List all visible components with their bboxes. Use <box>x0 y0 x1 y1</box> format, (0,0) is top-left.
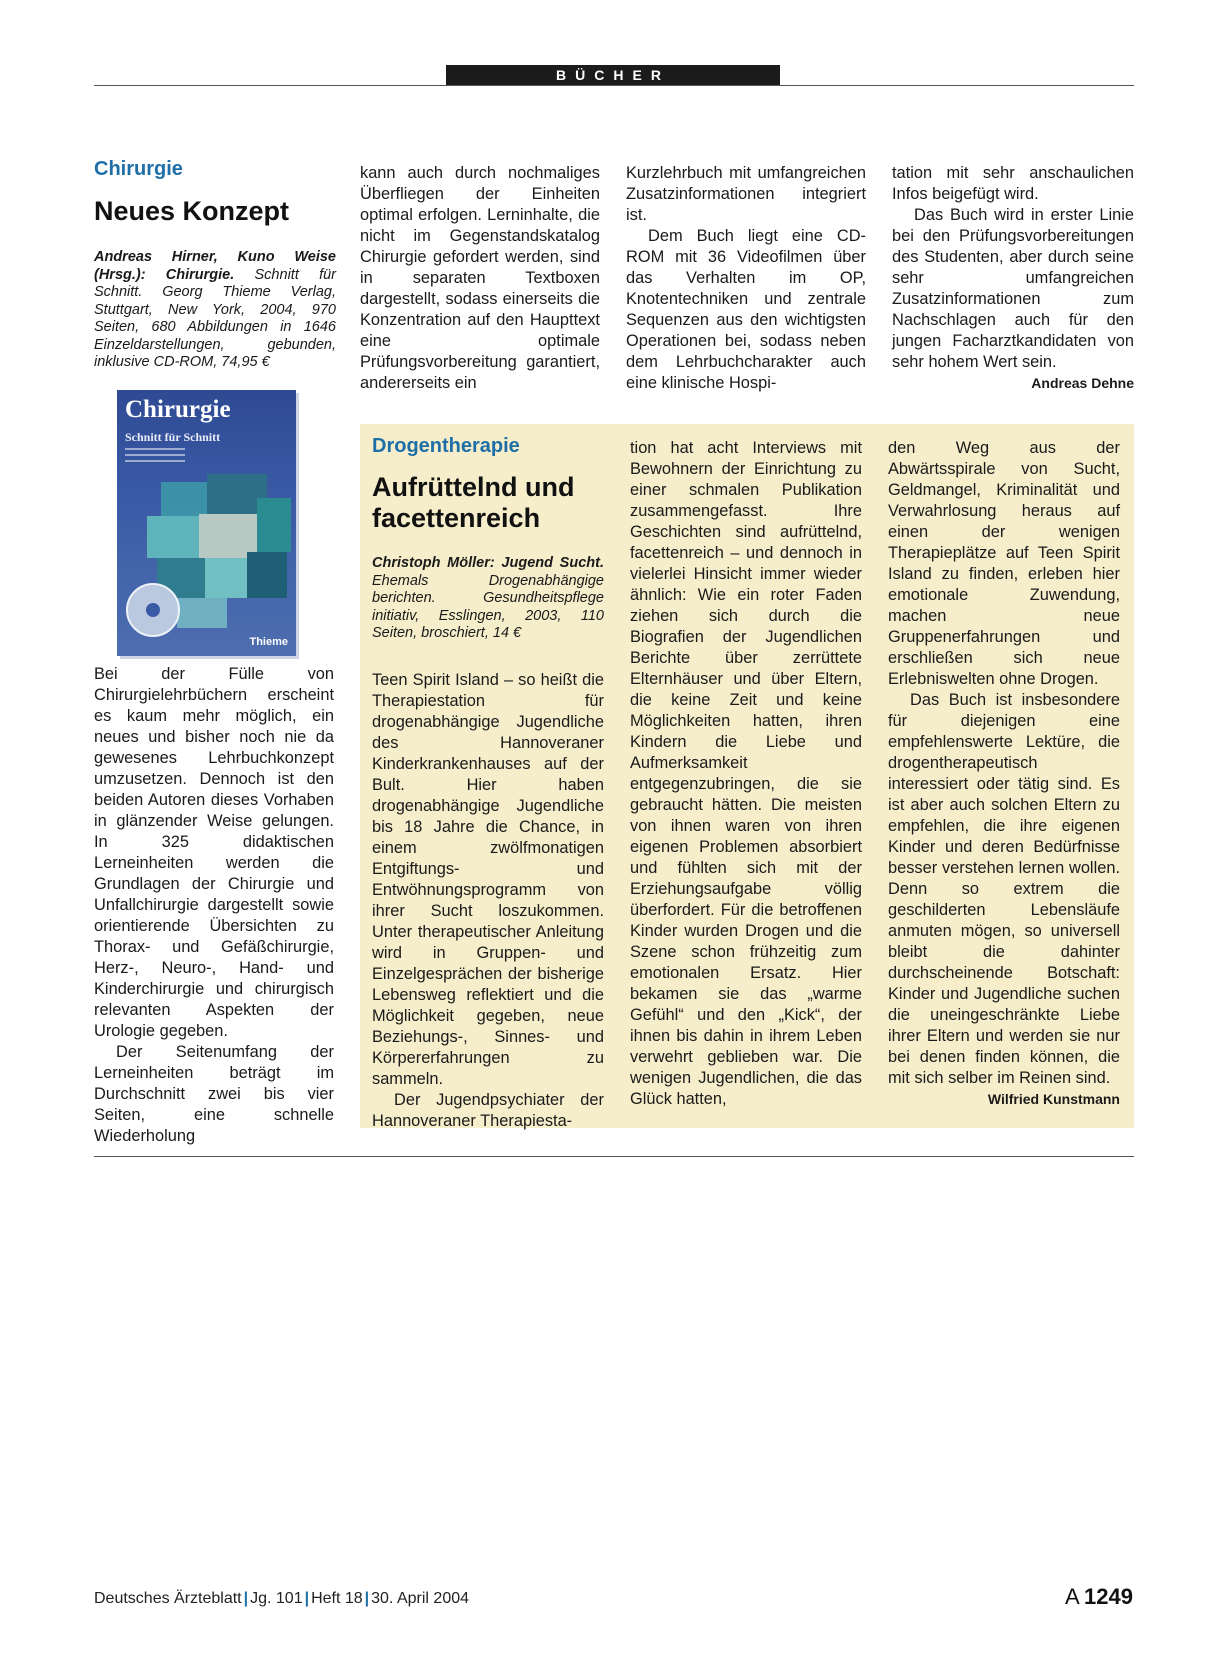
journal-date: 30. April 2004 <box>371 1590 470 1607</box>
page-prefix: A <box>1064 1584 1080 1609</box>
article1-author: Andreas Dehne <box>1031 375 1134 391</box>
cover-collage-graphic <box>117 390 296 656</box>
page-number-value: 1249 <box>1084 1584 1133 1609</box>
article1-headline: Neues Konzept <box>94 196 290 226</box>
bottom-rule <box>94 1156 1134 1157</box>
article1-col1-paragraph: Bei der Fülle von Chirurgielehrbüchern erscheint es kaum mehr möglich, ein neues und bisher noch nie da gewesenes Lehrbuchkonzept umzusetzen. Dennoch ist den beiden Autoren dieses Vorhaben in glänzender Weise gelungen. In 325 didaktischen Lerneinheiten werden die Grundlagen der Chirurgie und Unfallchirurgie dargestellt sowie orientierende Übersichten zu Thorax- und Gefäßchirurgie, Herz-, Neuro-, Hand- und Kinderchirurgie und chirurgisch relevanten Aspekten der Urologie gegeben. <box>94 665 334 1040</box>
article2-biblio-details: Ehemals Drogenabhängige berichten. Gesundheitspflege initiativ, Esslingen, 2003, 110 Seiten, broschiert, 14 € <box>372 572 604 641</box>
article1-col3-paragraph: Dem Buch liegt eine CD-ROM mit 36 Videofilmen über das Verhalten im OP, Knotentechniken und zentrale Sequenzen aus den wichtigsten Operationen bei, sodass neben dem Lehrbuchcharakter auch eine klinische Hospi- <box>626 227 866 392</box>
article1-column-4 <box>892 163 1134 394</box>
article2-col1-paragraph: Der Jugendpsychiater der Hannoveraner Therapiesta- <box>372 1091 604 1130</box>
article1-col4-paragraph <box>892 205 1134 391</box>
book-cover-image <box>117 390 296 656</box>
article2-col3-paragraph: den Weg aus der Abwärtsspirale von Sucht, Geldmangel, Kriminalität und Verwahrlosung heraus auf einen der wenigen Therapieplätze auf Teen Spirit Island zu finden, erleben hier emotionale Zuwendung, machen neue Gruppenerfahrungen und erschließen sich neue Erlebniswelten ohne Drogen. <box>888 439 1120 688</box>
article2-column-2 <box>630 438 862 1110</box>
page-number <box>1065 1584 1133 1610</box>
article1-col2-paragraph: kann auch durch nochmaliges Überfliegen der Einheiten optimal erfolgen. Lerninhalte, die nicht im Gegenstandskatalog Chirurgie gefordert werden, sind in separaten Textboxen dargestellt, sodass einerseits die Konzentration auf den Haupttext eine optimale Prüfungsvorbereitung garantiert, andererseits ein <box>360 164 600 392</box>
article2-col3-text: Das Buch ist insbesondere für diejenigen eine empfehlenswerte Lektüre, die drogentherapeutisch interessiert oder tätig sind. Es ist aber auch solchen Eltern zu empfehlen, die ihre eigenen Kinder und deren Bedürfnisse besser verstehen lernen wollen. Denn so extrem die geschilderten Lebensläufe anmuten mögen, so universell bleibt die dahinter durchscheinende Botschaft: Kinder und Jugendliche suchen die uneingeschränkte Liebe ihrer Eltern und werden sie nur bei denen finden können, die mit sich selber im Reinen sind. <box>888 691 1120 1087</box>
article1-kicker: Chirurgie <box>94 158 183 180</box>
article1-col1-paragraph: Der Seitenumfang der Lerneinheiten beträgt im Durchschnitt zwei bis vier Seiten, eine schnelle Wiederholung <box>94 1043 334 1145</box>
journal-name: Deutsches Ärzteblatt <box>94 1590 242 1607</box>
footer-separator: | <box>243 1590 249 1607</box>
article2-headline: Aufrüttelnd und facettenreich <box>372 472 575 533</box>
article1-bibliography <box>94 249 336 372</box>
cover-title: Chirurgie <box>125 396 231 423</box>
article2-kicker: Drogentherapie <box>372 435 520 457</box>
section-header: BÜCHER <box>446 65 780 86</box>
cover-subtitle: Schnitt für Schnitt <box>125 430 221 444</box>
article1-column-1 <box>94 664 334 1147</box>
journal-volume: Jg. 101 <box>250 1590 303 1607</box>
article1-biblio-details: Schnitt für Schnitt. Georg Thieme Verlag, Stuttgart, New York, 2004, 970 Seiten, 680 Abbildungen in 1646 Einzeldarstellungen, gebunden, inklusive CD-ROM, 74,95 € <box>94 266 337 370</box>
article2-column-3 <box>888 438 1120 1110</box>
article1-column-3 <box>626 163 866 394</box>
article1-col3-paragraph: Kurzlehrbuch mit umfangreichen Zusatzinformationen integriert ist. <box>626 164 866 224</box>
article2-col1-paragraph: Teen Spirit Island – so heißt die Therapiestation für drogenabhängige Jugendliche des Hannoveraner Kinderkrankenhauses auf der Bult. Hier haben drogenabhängige Jugendliche bis 18 Jahre die Chance, in einem zwölfmonatigen Entgiftungs- und Entwöhnungsprogramm von ihrer Sucht loszukommen. Unter therapeutischer Anleitung wird in Gruppen- und Einzelgesprächen der bisherige Lebensweg reflektiert und die Möglichkeit gegeben, neue Beziehungs-, Sinnes- und Körpererfahrungen zu sammeln. <box>372 671 604 1088</box>
article1-biblio-authors: Andreas Hirner, Kuno Weise (Hrsg.): Chirurgie. <box>94 249 336 283</box>
footer-separator: | <box>304 1590 310 1607</box>
article2-bibliography <box>372 555 604 643</box>
article2-col2-paragraph: tion hat acht Interviews mit Bewohnern der Einrichtung zu einer schmalen Publikation zusammengefasst. Ihre Geschichten sind aufrüttelnd, facettenreich – und dennoch in vielerlei Hinsicht immer wieder ähnlich: Wie ein roter Faden ziehen sich durch die Biografien der Jugendlichen Berichte über zerrüttete Elternhäuser und über Eltern, die keine Zeit und keine Möglichkeiten hatten, ihren Kindern die Liebe und Aufmerksamkeit entgegenzubringen, die sie gebraucht hätten. Die meisten von ihnen waren von ihren eigenen Problemen absorbiert und fühlten sich mit der Erziehungsaufgabe völlig überfordert. Für die betroffenen Kinder wurden Drogen und die Szene schon frühzeitig zum emotionalen Ersatz. Hier bekamen sie das „warme Gefühl“ und den „Kick“, der ihnen bis dahin in ihrem Leben verwehrt geblieben war. Die wenigen Jugendlichen, die das Glück hatten, <box>630 439 862 1108</box>
article1-col4-text: Das Buch wird in erster Linie bei den Prüfungsvorbereitungen des Studenten, aber durch seine sehr umfangreichen Zusatzinformationen zum Nachschlagen auch für den jungen Facharztkandidaten von sehr hohem Wert sein. <box>892 206 1134 371</box>
publisher-logo: Thieme <box>249 636 288 648</box>
article2-biblio-authors: Christoph Möller: Jugend Sucht. <box>372 555 604 571</box>
journal-issue: Heft 18 <box>311 1590 363 1607</box>
article1-col4-paragraph: tation mit sehr anschaulichen Infos beigefügt wird. <box>892 164 1134 203</box>
article2-author: Wilfried Kunstmann <box>987 1091 1120 1107</box>
top-rule <box>94 85 1134 86</box>
article2-col3-paragraph <box>888 690 1120 1107</box>
article1-column-2 <box>360 163 600 394</box>
article2-column-1 <box>372 670 604 1132</box>
footer-separator: | <box>364 1590 370 1607</box>
footer-citation <box>94 1590 469 1608</box>
